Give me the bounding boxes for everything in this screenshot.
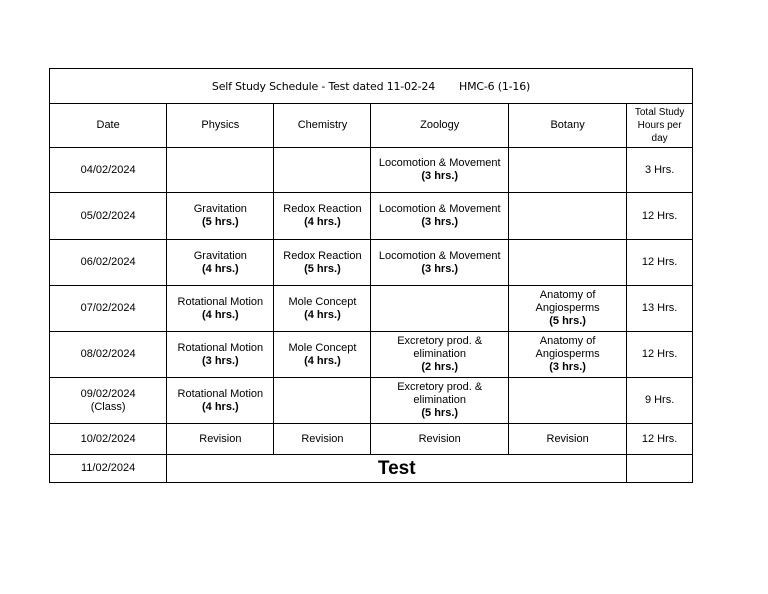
zoology-cell: [371, 240, 508, 286]
topic-text: Rotational Motion: [177, 387, 264, 400]
topic-hours: (4 hrs.): [202, 308, 239, 321]
topic-hours: (4 hrs.): [304, 308, 341, 321]
table-row: [50, 286, 693, 332]
botany-cell: [508, 332, 626, 378]
chemistry-cell: [274, 378, 371, 424]
topic-text: Gravitation: [193, 203, 247, 215]
header-date: Date: [50, 104, 167, 148]
table-row: [50, 240, 693, 286]
header-botany: Botany: [508, 104, 626, 148]
date-text: 04/02/2024: [80, 163, 136, 176]
topic-text: Rotational Motion: [177, 341, 264, 354]
date-cell: [50, 148, 167, 193]
total-hours-cell: 12 Hrs.: [627, 424, 693, 455]
date-cell: [50, 378, 167, 424]
topic-hours: (2 hrs.): [421, 361, 459, 373]
topic-hours: (4 hrs.): [202, 400, 239, 413]
test-row: [50, 455, 693, 483]
topic-hours: (5 hrs.): [202, 216, 239, 228]
chemistry-cell: [274, 332, 371, 378]
date-cell: [50, 332, 167, 378]
topic-hours: (5 hrs.): [304, 262, 341, 275]
table-row: [50, 193, 693, 240]
date-cell: [50, 286, 167, 332]
date-text: 09/02/2024: [80, 387, 136, 400]
zoology-cell: [371, 148, 508, 193]
botany-cell: Revision: [508, 424, 626, 455]
schedule-rows: [50, 148, 693, 424]
physics-cell: [167, 240, 274, 286]
physics-cell: Revision: [167, 424, 274, 455]
chemistry-cell: [274, 240, 371, 286]
total-hours-cell: 9 Hrs.: [627, 378, 693, 424]
date-text: 08/02/2024: [80, 348, 136, 360]
title-row: [50, 69, 693, 104]
date-note: (Class): [90, 400, 126, 413]
chemistry-cell: [274, 148, 371, 193]
total-hours-cell: 12 Hrs.: [627, 332, 693, 378]
total-hours-cell: 13 Hrs.: [627, 286, 693, 332]
test-label: Test: [167, 455, 627, 483]
zoology-cell: [371, 332, 508, 378]
topic-hours: (3 hrs.): [202, 354, 239, 367]
botany-cell: [508, 378, 626, 424]
topic-text: Redox Reaction: [283, 249, 362, 262]
title-text: Self Study Schedule - Test dated 11-02-24: [211, 79, 436, 93]
topic-hours: (3 hrs.): [549, 361, 586, 373]
topic-text: Anatomy of Angiosperms: [535, 335, 600, 360]
topic-text: Excretory prod. & elimination: [397, 381, 483, 406]
header-row: [50, 104, 693, 148]
physics-cell: [167, 148, 274, 193]
topic-text: Rotational Motion: [177, 295, 264, 308]
topic-text: Anatomy of Angiosperms: [535, 289, 600, 314]
zoology-cell: [371, 193, 508, 240]
date-cell: 11/02/2024: [50, 455, 167, 483]
physics-cell: [167, 193, 274, 240]
physics-cell: [167, 332, 274, 378]
header-total-hours: Total Study Hours per day: [627, 104, 693, 148]
schedule-table: [49, 68, 693, 483]
chemistry-cell: [274, 286, 371, 332]
chemistry-cell: Revision: [274, 424, 371, 455]
topic-text: Excretory prod. & elimination: [397, 335, 483, 360]
header-chemistry: Chemistry: [274, 104, 371, 148]
topic-text: Locomotion & Movement: [378, 157, 501, 169]
chemistry-cell: [274, 193, 371, 240]
date-cell: 10/02/2024: [50, 424, 167, 455]
zoology-cell: Revision: [371, 424, 508, 455]
topic-text: Gravitation: [193, 249, 247, 262]
topic-text: Locomotion & Movement: [378, 203, 501, 215]
topic-text: Redox Reaction: [283, 203, 362, 215]
zoology-cell: [371, 286, 508, 332]
physics-cell: [167, 286, 274, 332]
table-row: [50, 378, 693, 424]
total-hours-cell: 3 Hrs.: [627, 148, 693, 193]
header-physics: Physics: [167, 104, 274, 148]
botany-cell: [508, 148, 626, 193]
total-hours-cell: 12 Hrs.: [627, 240, 693, 286]
botany-cell: [508, 286, 626, 332]
topic-hours: (3 hrs.): [421, 170, 459, 182]
date-cell: [50, 240, 167, 286]
table-row: [50, 148, 693, 193]
date-text: 06/02/2024: [80, 256, 136, 268]
table-row: [50, 332, 693, 378]
topic-hours: (4 hrs.): [304, 216, 341, 228]
topic-text: Mole Concept: [288, 341, 357, 354]
revision-row: [50, 424, 693, 455]
topic-hours: (5 hrs.): [549, 315, 586, 327]
batch-code: HMC-6 (1-16): [459, 79, 531, 93]
botany-cell: [508, 193, 626, 240]
topic-hours: (3 hrs.): [421, 216, 459, 228]
total-hours-cell: [627, 455, 693, 483]
date-text: 07/02/2024: [80, 302, 136, 314]
total-hours-cell: 12 Hrs.: [627, 193, 693, 240]
topic-hours: (4 hrs.): [304, 354, 341, 367]
topic-hours: (4 hrs.): [202, 262, 239, 275]
zoology-cell: [371, 378, 508, 424]
physics-cell: [167, 378, 274, 424]
topic-text: Mole Concept: [288, 295, 357, 308]
botany-cell: [508, 240, 626, 286]
topic-text: Locomotion & Movement: [378, 249, 501, 262]
date-cell: [50, 193, 167, 240]
topic-hours: (3 hrs.): [421, 262, 459, 275]
table-title: [50, 69, 693, 104]
topic-hours: (5 hrs.): [421, 407, 459, 419]
header-zoology: Zoology: [371, 104, 508, 148]
date-text: 05/02/2024: [80, 209, 136, 222]
